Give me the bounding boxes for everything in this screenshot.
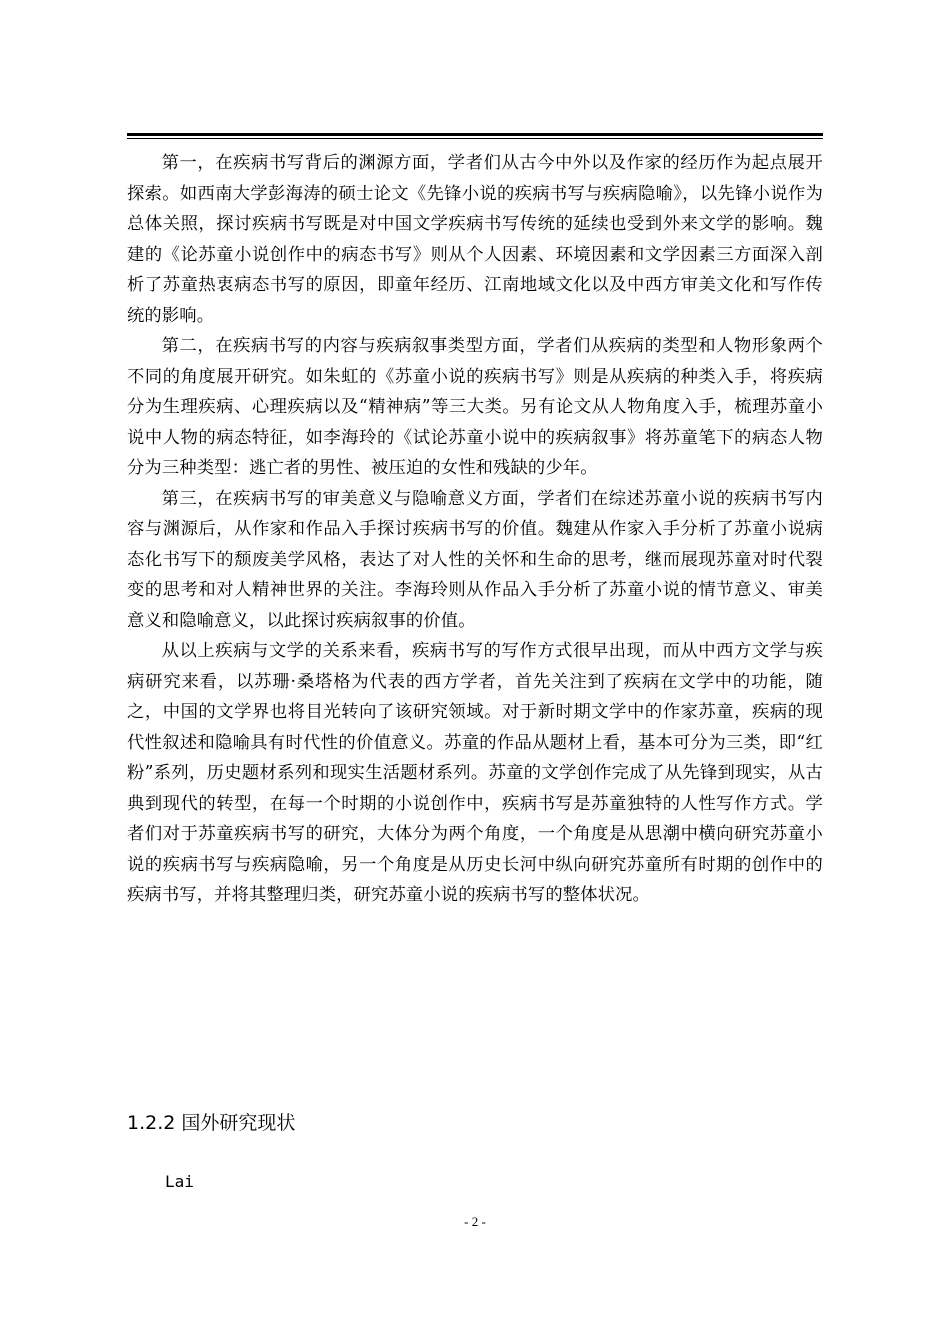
paragraph-4: 从以上疾病与文学的关系来看，疾病书写的写作方式很早出现，而从中西方文学与疾病研究来看，以苏珊·桑塔格为代表的西方学者，首先关注到了疾病在文学中的功能，随之，中国的文学界也将目光转向了该研究领域。对于新时期文学中的作家苏童，疾病的现代性叙述和隐喻具有时代性的价值意义。苏童的作品从题材上看，基本可分为三类，即“红粉”系列，历史题材系列和现实生活题材系列。苏童的文学创作完成了从先锋到现实，从古典到现代的转型，在每一个时期的小说创作中，疾病书写是苏童独特的人性写作方式。学者们对于苏童疾病书写的研究，大体分为两个角度，一个角度是从思潮中横向研究苏童小说的疾病书写与疾病隐喻，另一个角度是从历史长河中纵向研究苏童所有时期的创作中的疾病书写，并将其整理归类，研究苏童小说的疾病书写的整体状况。	[127, 641, 823, 905]
header-double-rule	[127, 133, 823, 140]
page-number: - 2 -	[464, 1214, 486, 1229]
header-rule-thin	[127, 138, 823, 139]
header-rule-thick	[127, 133, 823, 136]
section-heading: 1.2.2 国外研究现状	[127, 1112, 296, 1134]
paragraph-3: 第三，在疾病书写的审美意义与隐喻意义方面，学者们在综述苏童小说的疾病书写内容与渊源后，从作家和作品入手探讨疾病书写的价值。魏建从作家入手分析了苏童小说病态化书写下的颓废美学风格，表达了对人性的关怀和生命的思考，继而展现苏童对时代裂变的思考和对人精神世界的关注。李海玲则从作品入手分析了苏童小说的情节意义、审美意义和隐喻意义，以此探讨疾病叙事的价值。	[127, 488, 823, 631]
section-body-stub: Lai	[165, 1172, 194, 1191]
paragraph-2: 第二，在疾病书写的内容与疾病叙事类型方面，学者们从疾病的类型和人物形象两个不同的角度展开研究。如朱虹的《苏童小说的疾病书写》则是从疾病的种类入手，将疾病分为生理疾病、心理疾病以及“精神病”等三大类。另有论文从人物角度入手，梳理苏童小说中人物的病态特征，如李海玲的《试论苏童小说中的疾病叙事》将苏童笔下的病态人物分为三种类型：逃亡者的男性、被压迫的女性和残缺的少年。	[127, 336, 823, 478]
paragraph-1: 第一，在疾病书写背后的渊源方面，学者们从古今中外以及作家的经历作为起点展开探索。如西南大学彭海涛的硕士论文《先锋小说的疾病书写与疾病隐喻》，以先锋小说作为总体关照，探讨疾病书写既是对中国文学疾病书写传统的延续也受到外来文学的影响。魏建的《论苏童小说创作中的病态书写》则从个人因素、环境因素和文学因素三方面深入剖析了苏童热衷病态书写的原因，即童年经历、江南地域文化以及中西方审美文化和写作传统的影响。	[127, 153, 823, 326]
body-text	[127, 148, 823, 911]
